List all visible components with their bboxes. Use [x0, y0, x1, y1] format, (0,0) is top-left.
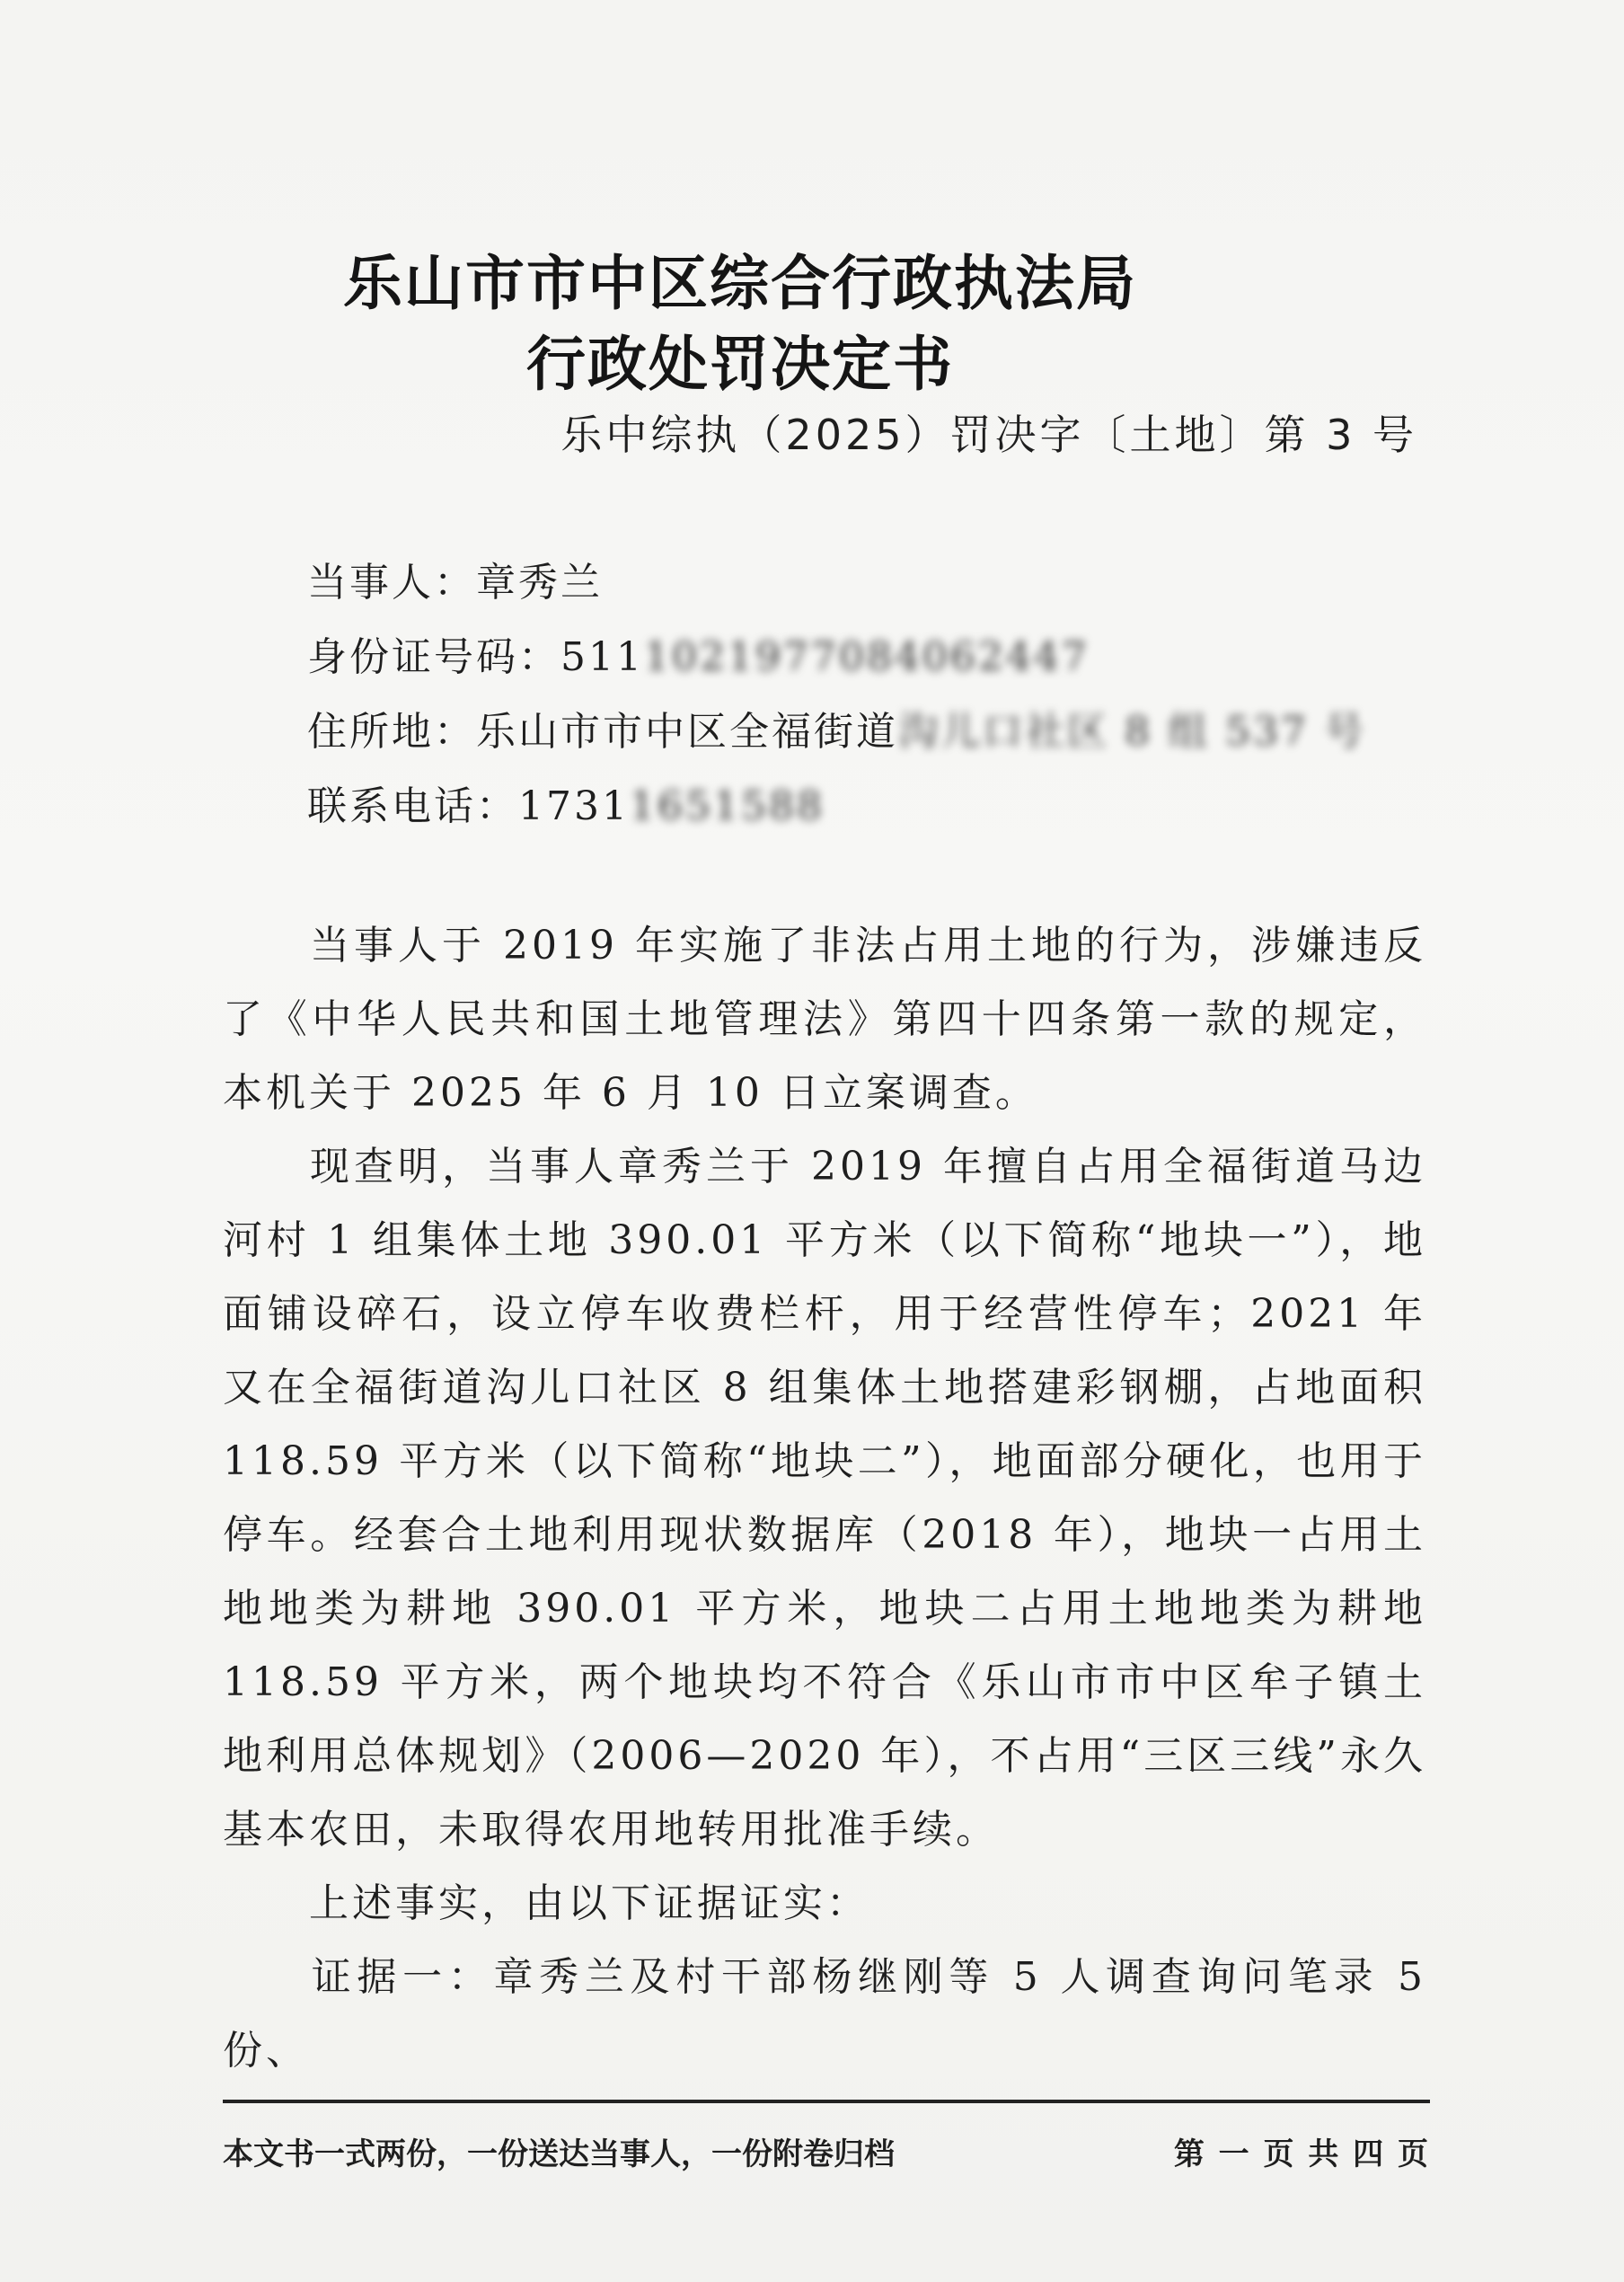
- phone-visible: 1731: [518, 783, 630, 829]
- body-paragraph-4: 证据一：章秀兰及村干部杨继刚等 5 人调查询问笔录 5 份、: [223, 1954, 1426, 2074]
- document-title: 行政处罚决定书: [526, 330, 954, 399]
- party-name: 章秀兰: [476, 560, 603, 606]
- page-indicator: 第 一 页 共 四 页: [1173, 2136, 1430, 2172]
- phone-redacted: 1651588: [629, 783, 825, 829]
- address-label: 住所地：: [307, 709, 476, 755]
- party-name-label: 当事人：: [307, 560, 476, 606]
- footer-note: 本文书一式两份，一份送达当事人，一份附卷归档: [223, 2136, 895, 2172]
- id-number-visible: 511: [560, 634, 644, 680]
- party-name-line: [307, 550, 603, 607]
- phone-line: [307, 774, 825, 831]
- id-number-label: 身份证号码：: [307, 634, 560, 680]
- address-redacted: 沟儿口社区 8 组 537 号: [898, 709, 1366, 755]
- id-number-redacted: 1021977084062447: [643, 634, 1090, 680]
- body-paragraph-3: 上述事实，由以下证据证实：: [309, 1880, 869, 1926]
- agency-title: 乐山市市中区综合行政执法局: [343, 249, 1137, 318]
- body-paragraph-2: 现查明，当事人章秀兰于 2019 年擅自占用全福街道马边河村 1 组集体土地 390.01 平方米（以下简称“地块一”），地面铺设碎石，设立停车收费栏杆，用于经营性停车；2021 年又在全福街道沟儿口社区 8 组集体土地搭建彩钢棚，占地面积 118.59 平方米（以下简称“地块二”），地面部分硬化，也用于停车。经套合土地利用现状数据库（2018 年），地块一占用土地地类为耕地 390.01 平方米，地块二占用土地地类为耕地 118.59 平方米，两个地块均不符合《乐山市市中区牟子镇土地利用总体规划》（2006—2020 年），不占用“三区三线”永久基本农田，未取得农用地转用批准手续。: [223, 1144, 1426, 1853]
- id-number-line: [307, 624, 1090, 682]
- document-number: 乐中综执（2025）罚决字〔土地〕第 3 号: [560, 411, 1417, 459]
- footer-divider: [223, 2100, 1430, 2103]
- phone-label: 联系电话：: [307, 783, 518, 829]
- body-paragraph-1: 当事人于 2019 年实施了非法占用土地的行为，涉嫌违反了《中华人民共和国土地管理法》第四十四条第一款的规定，本机关于 2025 年 6 月 10 日立案调查。: [223, 923, 1426, 1116]
- address-visible: 乐山市市中区全福街道: [476, 709, 898, 755]
- address-line: [307, 699, 1366, 756]
